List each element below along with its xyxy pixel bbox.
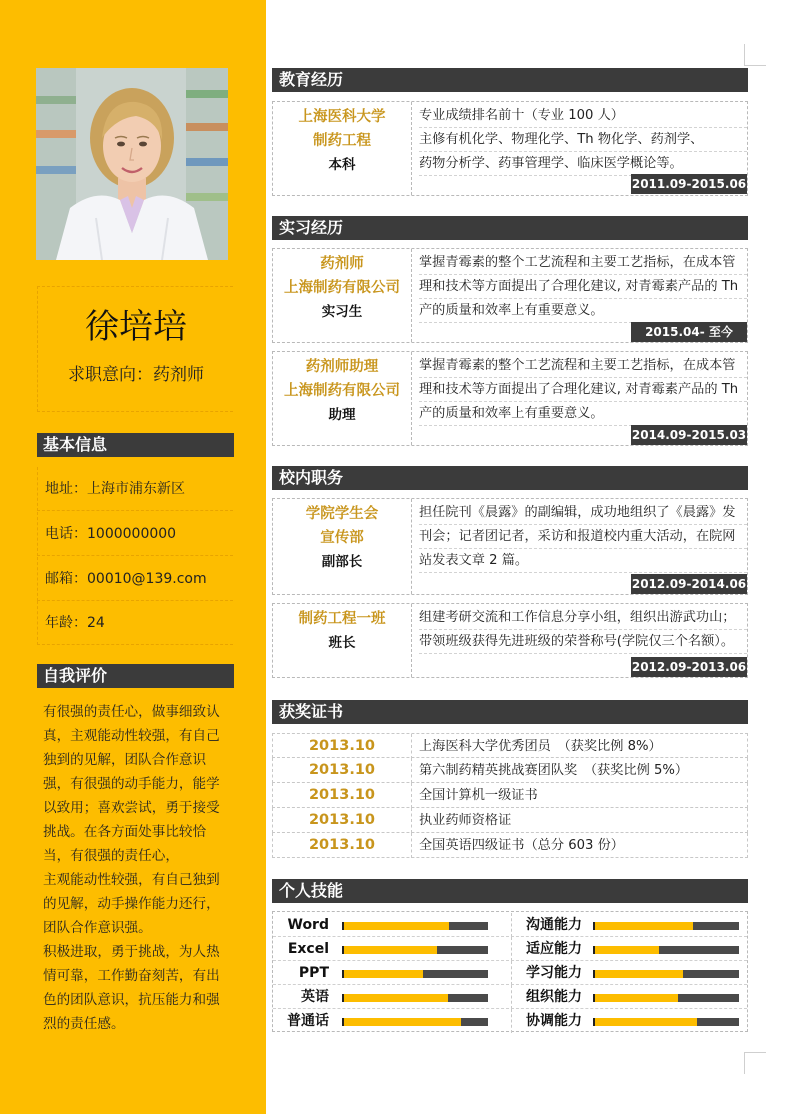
org-name: 制药工程一班: [298, 611, 386, 627]
award-row: [272, 783, 748, 808]
date-tag: 2012.09-2014.06: [631, 574, 747, 594]
skill-row: [511, 937, 747, 961]
skill-row: [511, 961, 747, 985]
internship-desc: [411, 352, 747, 445]
skill-name: Word: [287, 917, 329, 933]
desc-line: 组建考研交流和工作信息分享小组，组织出游武功山；: [419, 606, 747, 630]
self-eval-heading: 自我评价: [37, 664, 234, 688]
company-name: 上海制药有限公司: [284, 383, 400, 399]
skill-bar: [342, 1018, 488, 1026]
skill-row: [511, 913, 747, 937]
awards-heading: 获奖证书: [272, 700, 748, 724]
skill-bar: [342, 922, 488, 930]
skill-name: 沟通能力: [526, 917, 582, 933]
award-date: 2013.10: [308, 837, 376, 853]
award-name: 全国英语四级证书（总分 603 份）: [411, 833, 747, 858]
skill-name: 普通话: [287, 1013, 329, 1029]
self-eval-text: 有很强的责任心，做事细致认 真，主观能动性较强，有自己 独到的见解，团队合作意识 强，有很强的动手能力，能学 以致用；喜欢尝试，勇于接受 挑战。在各方面处事比较恰 当，有很强的责任心， 主观能动性较强，有自己独到 的见解，动手操作能力还行， 团队合作意识强。 积极进取，勇于挑战，为人热 情可靠，工作勤奋刻苦，有出 色的团队意识，抗压能力和强 烈的责任感。: [43, 704, 220, 1032]
award-date: 2013.10: [308, 787, 376, 803]
basic-info-heading: 基本信息: [37, 433, 234, 457]
skill-bar: [593, 1018, 739, 1026]
skill-bar: [593, 946, 739, 954]
skills-box: [272, 911, 748, 1032]
award-name: 全国计算机一级证书: [411, 783, 747, 808]
position-title: 药剂师助理: [305, 359, 379, 375]
desc-line: 专业成绩排名前十（专业 100 人）: [419, 104, 747, 128]
skill-bar-fill: [595, 1018, 697, 1026]
desc-line: 产的质量和效率上有重要意义。: [419, 299, 747, 323]
name-box: [37, 286, 233, 412]
internship-left: [273, 352, 411, 427]
position-title: 药剂师: [320, 256, 364, 272]
major-name: 制药工程: [313, 133, 371, 149]
date-tag: 2015.04- 至今: [631, 322, 747, 342]
skill-row: [511, 985, 747, 1009]
desc-line: 药物分析学、药事管理学、临床医学概论等。: [419, 152, 747, 176]
age-field: 年龄：24: [37, 601, 233, 645]
date-tag: 2012.09-2013.06: [631, 657, 747, 677]
email-field: 邮箱：00010@139.com: [37, 557, 233, 601]
internship-heading: 实习经历: [272, 216, 748, 240]
skill-bar: [342, 970, 488, 978]
award-row: [272, 733, 748, 758]
role-label: 助理: [328, 407, 356, 423]
campus-heading: 校内职务: [272, 466, 748, 490]
skill-name: 学习能力: [526, 965, 582, 981]
campus-left: [273, 604, 411, 655]
sidebar: [0, 0, 266, 1114]
skill-row: [273, 985, 509, 1009]
skill-bar-fill: [595, 970, 683, 978]
profile-photo: [36, 68, 228, 260]
school-name: 上海医科大学: [298, 109, 386, 125]
role-label: 实习生: [321, 304, 363, 320]
skill-bar-fill: [344, 970, 423, 978]
role-label: 副部长: [321, 554, 363, 570]
skill-bar: [593, 994, 739, 1002]
campus-desc: [411, 499, 747, 594]
desc-line: 理和技术等方面提出了合理化建议, 对青霉素产品的 Th: [419, 275, 747, 299]
campus-desc: [411, 604, 747, 677]
degree-label: 本科: [328, 157, 356, 173]
internship-left: [273, 249, 411, 324]
org-name: 学院学生会: [305, 506, 379, 522]
desc-line: 理和技术等方面提出了合理化建议, 对青霉素产品的 Th: [419, 378, 747, 402]
desc-line: 掌握青霉素的整个工艺流程和主要工艺指标，在成本管: [419, 354, 747, 378]
job-objective: 求职意向：药剂师: [68, 365, 204, 385]
education-left: [273, 102, 411, 177]
internship-block: [272, 248, 748, 343]
desc-line: 带领班级获得先进班级的荣誉称号(学院仅三个名额）。: [419, 630, 747, 654]
award-row: [272, 808, 748, 833]
education-heading: 教育经历: [272, 68, 748, 92]
desc-line: 担任院刊《晨露》的副编辑，成功地组织了《晨露》发: [419, 501, 747, 525]
date-tag: 2011.09-2015.06: [631, 174, 747, 194]
desc-line: 站发表文章 2 篇。: [419, 549, 747, 573]
award-row: [272, 833, 748, 858]
skill-bar-fill: [344, 1018, 461, 1026]
skill-row: [273, 1009, 509, 1033]
desc-line: 产的质量和效率上有重要意义。: [419, 402, 747, 426]
skill-bar: [593, 970, 739, 978]
skill-name: 协调能力: [526, 1013, 582, 1029]
skill-bar: [342, 994, 488, 1002]
company-name: 上海制药有限公司: [284, 280, 400, 296]
corner-mark-bottom: [744, 1052, 766, 1074]
award-name: 执业药师资格证: [411, 808, 747, 833]
corner-mark-top: [744, 44, 766, 66]
skill-name: 组织能力: [526, 989, 582, 1005]
internship-block: [272, 351, 748, 446]
phone-field: 电话：1000000000: [37, 512, 233, 556]
education-desc: [411, 102, 747, 195]
skill-bar-fill: [344, 922, 449, 930]
skill-bar: [593, 922, 739, 930]
skill-bar-fill: [344, 946, 437, 954]
award-name: 第六制药精英挑战赛团队奖 （获奖比例 5%）: [411, 758, 747, 783]
award-name: 上海医科大学优秀团员 （获奖比例 8%）: [411, 734, 747, 759]
award-date: 2013.10: [308, 812, 376, 828]
internship-desc: [411, 249, 747, 342]
campus-block: [272, 603, 748, 678]
skill-bar-fill: [595, 922, 693, 930]
skill-row: [511, 1009, 747, 1033]
skill-bar-fill: [595, 946, 659, 954]
skill-bar-fill: [595, 994, 678, 1002]
desc-line: 刊会；记者团记者，采访和报道校内重大活动，在院网: [419, 525, 747, 549]
skill-bar: [342, 946, 488, 954]
award-date: 2013.10: [308, 762, 376, 778]
skill-row: [273, 913, 509, 937]
education-block: [272, 101, 748, 196]
award-date: 2013.10: [308, 738, 376, 754]
skill-bar-fill: [344, 994, 448, 1002]
skill-name: PPT: [298, 965, 329, 981]
role-label: 班长: [328, 635, 356, 651]
skill-name: 英语: [301, 989, 329, 1005]
address-field: 地址：上海市浦东新区: [37, 467, 233, 511]
skill-row: [273, 937, 509, 961]
campus-left: [273, 499, 411, 574]
skill-name: Excel: [287, 941, 329, 957]
skills-heading: 个人技能: [272, 879, 748, 903]
date-tag: 2014.09-2015.03: [631, 425, 747, 445]
dept-name: 宣传部: [320, 530, 364, 546]
desc-line: 掌握青霉素的整个工艺流程和主要工艺指标，在成本管: [419, 251, 747, 275]
award-row: [272, 758, 748, 783]
campus-block: [272, 498, 748, 595]
desc-line: 主修有机化学、物理化学、Th 物化学、药剂学、: [419, 128, 747, 152]
skill-name: 适应能力: [526, 941, 582, 957]
person-name: 徐培培: [85, 307, 187, 347]
skill-row: [273, 961, 509, 985]
